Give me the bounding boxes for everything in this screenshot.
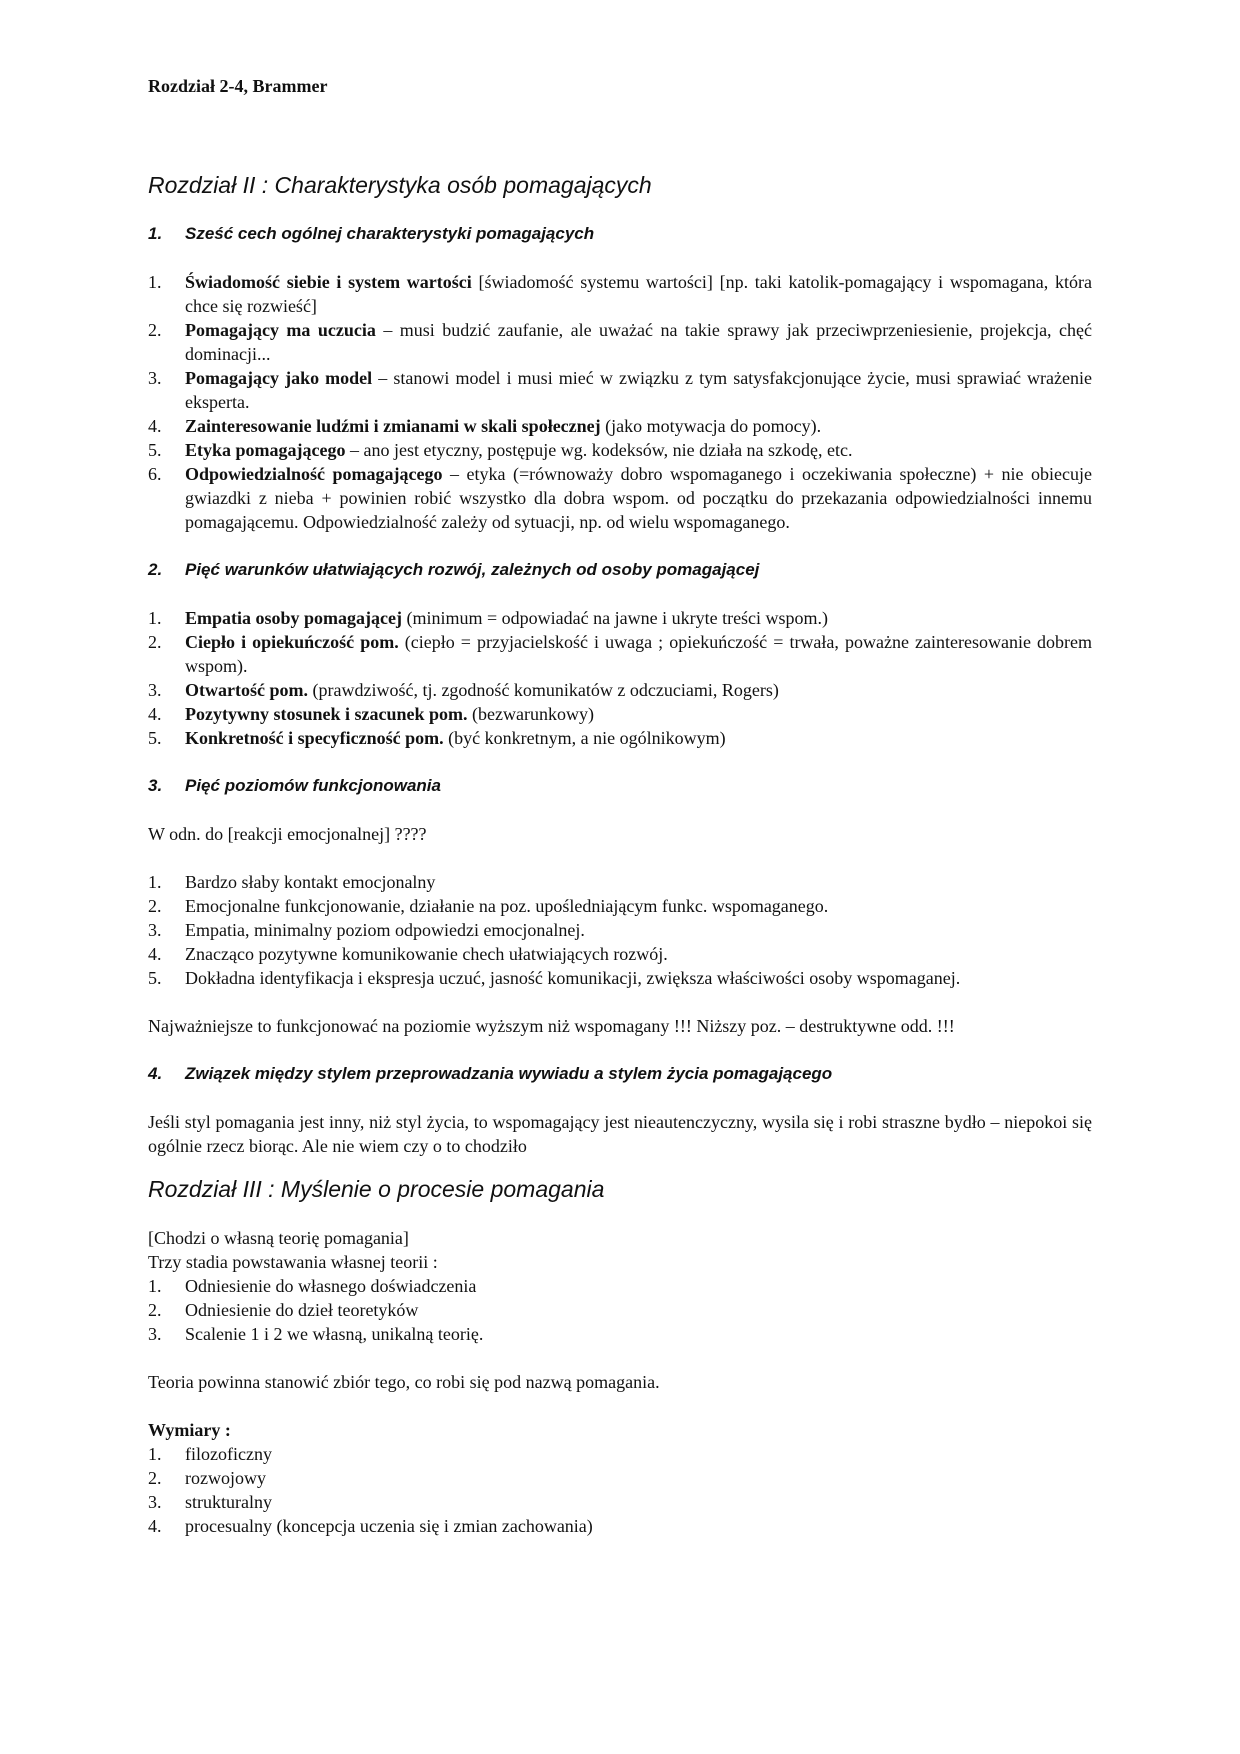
section-heading: Pięć poziomów funkcjonowania — [185, 776, 441, 795]
item-number: 1. — [148, 1444, 162, 1464]
list-item — [148, 1322, 1092, 1346]
list-item — [148, 918, 1092, 942]
item-number: 4. — [148, 1516, 162, 1536]
item-number: 3. — [148, 680, 162, 700]
list-item — [148, 1490, 1092, 1514]
levels-conclusion: Najważniejsze to funkcjonować na poziomie wyższym niż wspomagany !!! Niższy poz. – destruktywne odd. !!! — [148, 1016, 955, 1036]
list-item — [148, 366, 1092, 414]
item-text: – ano jest etyczny, postępuje wg. kodeksów, nie działa na szkodę, etc. — [345, 440, 853, 460]
item-term: Pozytywny stosunek i szacunek pom. — [185, 704, 468, 724]
item-number: 2. — [148, 632, 162, 652]
item-term: Otwartość pom. — [185, 680, 308, 700]
traits-list — [148, 270, 1092, 534]
item-text: – etyka (=równoważy dobro wspomaganego i oczekiwania społeczne) + nie obiecuje gwiazdki z nieba + powinien robić wszystko dla dobra wspom. od początku do przekazania odpowiedzialności innemu pomagającemu. Odpowiedzialność zależy od sytuacji, np. od wielu wspomaganego. — [185, 464, 1092, 532]
item-number: 4. — [148, 944, 162, 964]
item-term: Empatia osoby pomagającej — [185, 608, 402, 628]
item-text: Odniesienie do własnego doświadczenia — [185, 1276, 477, 1296]
stages-list — [148, 1274, 1092, 1346]
item-text: (bezwarunkowy) — [467, 704, 594, 724]
item-text: Emocjonalne funkcjonowanie, działanie na poz. upośledniającym funkc. wspomaganego. — [185, 896, 829, 916]
dimensions-heading: Wymiary : — [148, 1420, 231, 1440]
item-term: Odpowiedzialność pomagającego — [185, 464, 443, 484]
item-term: Konkretność i specyficzność pom. — [185, 728, 444, 748]
dimensions-list — [148, 1442, 1092, 1538]
section-1-title — [148, 222, 1092, 246]
conditions-list — [148, 606, 1092, 750]
document-header: Rozdział 2-4, Brammer — [148, 76, 328, 96]
item-term: Ciepło i opiekuńczość pom. — [185, 632, 399, 652]
item-term: Pomagający jako model — [185, 368, 373, 388]
list-item — [148, 966, 1092, 990]
list-item — [148, 702, 1092, 726]
list-item — [148, 942, 1092, 966]
item-number: 3. — [148, 368, 162, 388]
chapter-2-title: Rozdział II : Charakterystyka osób pomagających — [148, 172, 652, 198]
item-number: 3. — [148, 920, 162, 940]
item-text: (być konkretnym, a nie ogólnikowym) — [443, 728, 726, 748]
item-text: (jako motywacja do pomocy). — [600, 416, 822, 436]
item-text: (prawdziwość, tj. zgodność komunikatów z odczuciami, Rogers) — [307, 680, 779, 700]
section-2-title — [148, 558, 1092, 582]
item-term: Etyka pomagającego — [185, 440, 346, 460]
item-number: 3. — [148, 1492, 162, 1512]
list-item — [148, 438, 1092, 462]
levels-intro: W odn. do [reakcji emocjonalnej] ???? — [148, 824, 427, 844]
item-number: 2. — [148, 896, 162, 916]
theory-definition: Teoria powinna stanowić zbiór tego, co robi się pod nazwą pomagania. — [148, 1372, 660, 1392]
list-item — [148, 726, 1092, 750]
list-item — [148, 894, 1092, 918]
item-term: Pomagający ma uczucia — [185, 320, 376, 340]
item-number: 1. — [148, 872, 162, 892]
stages-intro: Trzy stadia powstawania własnej teorii : — [148, 1252, 438, 1272]
list-item — [148, 1274, 1092, 1298]
document-page — [148, 74, 1092, 1538]
section-heading: Pięć warunków ułatwiających rozwój, zależnych od osoby pomagającej — [185, 560, 760, 579]
item-text: Znacząco pozytywne komunikowanie chech ułatwiających rozwój. — [185, 944, 668, 964]
item-text: [świadomość systemu wartości] [np. taki katolik-pomagający i wspomagana, która chce się rozwieść] — [185, 272, 1092, 316]
list-item — [148, 1298, 1092, 1322]
item-term: Świadomość siebie i system wartości — [185, 272, 472, 292]
item-text: rozwojowy — [185, 1468, 266, 1488]
item-text: Bardzo słaby kontakt emocjonalny — [185, 872, 436, 892]
list-item — [148, 318, 1092, 366]
item-term: Zainteresowanie ludźmi i zmianami w skali społecznej — [185, 416, 601, 436]
item-text: Odniesienie do dzieł teoretyków — [185, 1300, 419, 1320]
section-number: 3. — [148, 776, 163, 795]
item-text: – musi budzić zaufanie, ale uważać na takie sprawy jak przeciwprzeniesienie, projekcja, chęć dominacji... — [185, 320, 1092, 364]
item-number: 4. — [148, 704, 162, 724]
list-item — [148, 606, 1092, 630]
item-number: 6. — [148, 464, 162, 484]
section-heading: Związek między stylem przeprowadzania wywiadu a stylem życia pomagającego — [185, 1064, 833, 1083]
item-number: 3. — [148, 1324, 162, 1344]
item-text: procesualny (koncepcja uczenia się i zmian zachowania) — [185, 1516, 593, 1536]
list-item — [148, 462, 1092, 534]
item-number: 1. — [148, 272, 162, 292]
item-text: Empatia, minimalny poziom odpowiedzi emocjonalnej. — [185, 920, 585, 940]
style-paragraph: Jeśli styl pomagania jest inny, niż styl życia, to wspomagający jest nieautenczyczny, wysila się i robi straszne bydło – niepokoi się ogólnie rzecz biorąc. Ale nie wiem czy o to chodziło — [148, 1112, 1092, 1156]
item-number: 2. — [148, 1300, 162, 1320]
item-number: 1. — [148, 1276, 162, 1296]
section-3-title — [148, 774, 1092, 798]
item-number: 5. — [148, 968, 162, 988]
list-item — [148, 1466, 1092, 1490]
item-number: 2. — [148, 1468, 162, 1488]
item-number: 5. — [148, 440, 162, 460]
item-text: filozoficzny — [185, 1444, 272, 1464]
item-text: Dokładna identyfikacja i ekspresja uczuć, jasność komunikacji, zwiększa właściwości osoby wspomaganej. — [185, 968, 961, 988]
list-item — [148, 1442, 1092, 1466]
levels-list — [148, 870, 1092, 990]
list-item — [148, 870, 1092, 894]
item-text: – stanowi model i musi mieć w związku z tym satysfakcjonujące życie, musi sprawiać wrażenie eksperta. — [185, 368, 1092, 412]
item-text: (minimum = odpowiadać na jawne i ukryte treści wspom.) — [402, 608, 829, 628]
item-number: 4. — [148, 416, 162, 436]
item-text: strukturalny — [185, 1492, 272, 1512]
dimensions-label — [148, 1418, 1092, 1442]
section-number: 2. — [148, 560, 163, 579]
theory-note: [Chodzi o własną teorię pomagania] — [148, 1228, 409, 1248]
item-text: Scalenie 1 i 2 we własną, unikalną teorię. — [185, 1324, 484, 1344]
section-4-title — [148, 1062, 1092, 1086]
list-item — [148, 1514, 1092, 1538]
section-number: 1. — [148, 224, 163, 243]
list-item — [148, 414, 1092, 438]
item-number: 1. — [148, 608, 162, 628]
list-item — [148, 630, 1092, 678]
item-text: (ciepło = przyjacielskość i uwaga ; opiekuńczość = trwała, poważne zainteresowanie dobrem wspom). — [185, 632, 1092, 676]
list-item — [148, 678, 1092, 702]
list-item — [148, 270, 1092, 318]
section-number: 4. — [148, 1064, 163, 1083]
item-number: 2. — [148, 320, 162, 340]
section-heading: Sześć cech ogólnej charakterystyki pomagających — [185, 224, 595, 243]
item-number: 5. — [148, 728, 162, 748]
chapter-3-title: Rozdział III : Myślenie o procesie pomagania — [148, 1176, 605, 1202]
